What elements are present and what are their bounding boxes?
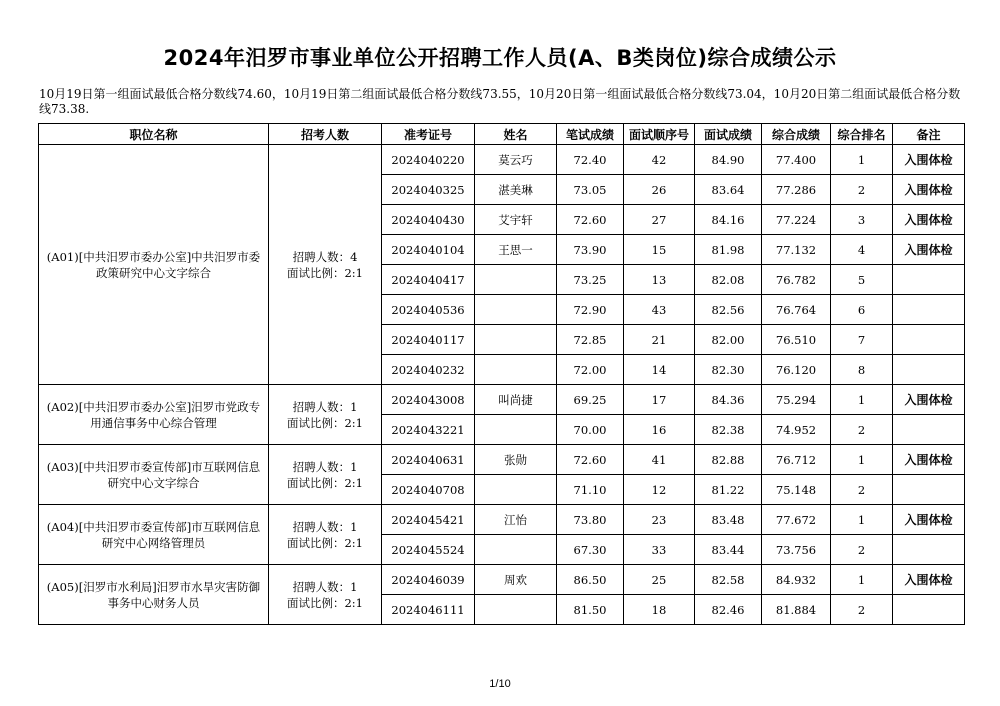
header-position: 职位名称 xyxy=(39,124,269,145)
cell-interview-order: 12 xyxy=(624,475,695,505)
cell-name: 周欢 xyxy=(475,565,557,595)
cell-remark xyxy=(893,415,965,445)
table-row xyxy=(39,565,965,595)
cell-interview-score: 81.22 xyxy=(695,475,762,505)
cell-interview-order: 42 xyxy=(624,145,695,175)
cell-exam-id: 2024040708 xyxy=(382,475,475,505)
header-total-score: 综合成绩 xyxy=(762,124,831,145)
cell-recruit-info xyxy=(269,445,382,505)
cell-written-score: 72.00 xyxy=(557,355,624,385)
cell-written-score: 73.25 xyxy=(557,265,624,295)
cell-position: (A02)[中共汨罗市委办公室]汨罗市党政专用通信事务中心综合管理 xyxy=(39,385,269,445)
cell-recruit-info xyxy=(269,145,382,385)
results-table xyxy=(38,123,965,625)
cell-total-score: 76.764 xyxy=(762,295,831,325)
cell-exam-id: 2024045524 xyxy=(382,535,475,565)
cell-exam-id: 2024040325 xyxy=(382,175,475,205)
cell-recruit-info xyxy=(269,505,382,565)
cell-interview-score: 82.58 xyxy=(695,565,762,595)
cell-interview-order: 16 xyxy=(624,415,695,445)
cell-written-score: 72.85 xyxy=(557,325,624,355)
cell-interview-order: 41 xyxy=(624,445,695,475)
cell-name xyxy=(475,355,557,385)
cell-exam-id: 2024046039 xyxy=(382,565,475,595)
cell-written-score: 72.40 xyxy=(557,145,624,175)
table-header-row xyxy=(39,124,965,145)
cell-rank: 1 xyxy=(831,385,893,415)
cell-total-score: 76.120 xyxy=(762,355,831,385)
interview-ratio: 面试比例：2:1 xyxy=(286,595,363,610)
cell-total-score: 77.286 xyxy=(762,175,831,205)
cell-remark xyxy=(893,595,965,625)
cell-interview-score: 83.44 xyxy=(695,535,762,565)
recruit-count: 招聘人数：4 xyxy=(292,249,358,264)
cell-exam-id: 2024043221 xyxy=(382,415,475,445)
cell-written-score: 86.50 xyxy=(557,565,624,595)
cell-interview-order: 17 xyxy=(624,385,695,415)
cell-name: 王思一 xyxy=(475,235,557,265)
cell-written-score: 73.05 xyxy=(557,175,624,205)
header-interview-order: 面试顺序号 xyxy=(624,124,695,145)
cell-exam-id: 2024043008 xyxy=(382,385,475,415)
cell-interview-order: 18 xyxy=(624,595,695,625)
cell-exam-id: 2024040430 xyxy=(382,205,475,235)
cell-remark: 入围体检 xyxy=(893,385,965,415)
cell-rank: 7 xyxy=(831,325,893,355)
cell-total-score: 76.782 xyxy=(762,265,831,295)
cell-remark xyxy=(893,475,965,505)
cell-rank: 1 xyxy=(831,565,893,595)
cell-remark: 入围体检 xyxy=(893,235,965,265)
cell-rank: 2 xyxy=(831,475,893,505)
cell-name: 张勋 xyxy=(475,445,557,475)
cell-total-score: 75.294 xyxy=(762,385,831,415)
cell-exam-id: 2024040220 xyxy=(382,145,475,175)
cell-interview-order: 15 xyxy=(624,235,695,265)
recruit-count: 招聘人数：1 xyxy=(292,519,358,534)
cell-interview-order: 14 xyxy=(624,355,695,385)
cell-name xyxy=(475,595,557,625)
cell-rank: 2 xyxy=(831,175,893,205)
cell-remark: 入围体检 xyxy=(893,205,965,235)
cell-total-score: 77.672 xyxy=(762,505,831,535)
header-exam-id: 准考证号 xyxy=(382,124,475,145)
cell-rank: 5 xyxy=(831,265,893,295)
cell-remark: 入围体检 xyxy=(893,505,965,535)
cell-total-score: 81.884 xyxy=(762,595,831,625)
cell-total-score: 75.148 xyxy=(762,475,831,505)
cell-rank: 2 xyxy=(831,535,893,565)
cell-interview-score: 82.88 xyxy=(695,445,762,475)
cell-interview-score: 82.38 xyxy=(695,415,762,445)
cell-rank: 3 xyxy=(831,205,893,235)
cell-rank: 2 xyxy=(831,595,893,625)
cell-written-score: 73.80 xyxy=(557,505,624,535)
cell-remark: 入围体检 xyxy=(893,175,965,205)
cell-remark xyxy=(893,265,965,295)
cell-rank: 8 xyxy=(831,355,893,385)
cell-position: (A03)[中共汨罗市委宣传部]市互联网信息研究中心文字综合 xyxy=(39,445,269,505)
interview-ratio: 面试比例：2:1 xyxy=(286,535,363,550)
cell-rank: 2 xyxy=(831,415,893,445)
cell-name xyxy=(475,325,557,355)
cell-name xyxy=(475,295,557,325)
cell-interview-score: 82.00 xyxy=(695,325,762,355)
cell-interview-score: 83.64 xyxy=(695,175,762,205)
table-row xyxy=(39,385,965,415)
cell-interview-score: 82.30 xyxy=(695,355,762,385)
table-body xyxy=(39,145,965,625)
cell-interview-score: 81.98 xyxy=(695,235,762,265)
cell-total-score: 77.400 xyxy=(762,145,831,175)
recruit-count: 招聘人数：1 xyxy=(292,399,358,414)
cell-interview-order: 21 xyxy=(624,325,695,355)
cell-interview-score: 84.16 xyxy=(695,205,762,235)
cell-exam-id: 2024040536 xyxy=(382,295,475,325)
cell-interview-order: 23 xyxy=(624,505,695,535)
cell-recruit-info xyxy=(269,565,382,625)
cell-total-score: 74.952 xyxy=(762,415,831,445)
cell-rank: 1 xyxy=(831,445,893,475)
cell-written-score: 72.90 xyxy=(557,295,624,325)
cell-exam-id: 2024040232 xyxy=(382,355,475,385)
header-name: 姓名 xyxy=(475,124,557,145)
cell-remark: 入围体检 xyxy=(893,445,965,475)
cell-remark: 入围体检 xyxy=(893,145,965,175)
table-row xyxy=(39,505,965,535)
cell-name: 莫云巧 xyxy=(475,145,557,175)
cell-rank: 4 xyxy=(831,235,893,265)
cell-exam-id: 2024040104 xyxy=(382,235,475,265)
cell-written-score: 72.60 xyxy=(557,205,624,235)
cell-rank: 1 xyxy=(831,145,893,175)
cell-interview-score: 82.08 xyxy=(695,265,762,295)
cell-name xyxy=(475,475,557,505)
cell-interview-score: 84.36 xyxy=(695,385,762,415)
header-recruit: 招考人数 xyxy=(269,124,382,145)
interview-ratio: 面试比例：2:1 xyxy=(286,475,363,490)
cell-name xyxy=(475,415,557,445)
cell-written-score: 70.00 xyxy=(557,415,624,445)
cell-written-score: 71.10 xyxy=(557,475,624,505)
cell-interview-order: 13 xyxy=(624,265,695,295)
cell-exam-id: 2024040631 xyxy=(382,445,475,475)
cell-name: 湛美琳 xyxy=(475,175,557,205)
cell-interview-order: 43 xyxy=(624,295,695,325)
table-row xyxy=(39,445,965,475)
cell-name: 艾宇轩 xyxy=(475,205,557,235)
interview-ratio: 面试比例：2:1 xyxy=(286,265,363,280)
cell-remark: 入围体检 xyxy=(893,565,965,595)
cell-interview-order: 26 xyxy=(624,175,695,205)
cell-interview-score: 83.48 xyxy=(695,505,762,535)
cell-position: (A01)[中共汨罗市委办公室]中共汨罗市委政策研究中心文字综合 xyxy=(39,145,269,385)
cell-remark xyxy=(893,295,965,325)
cell-exam-id: 2024045421 xyxy=(382,505,475,535)
cell-recruit-info xyxy=(269,385,382,445)
header-interview-score: 面试成绩 xyxy=(695,124,762,145)
cell-name: 叫尚捷 xyxy=(475,385,557,415)
cell-written-score: 81.50 xyxy=(557,595,624,625)
table-row xyxy=(39,145,965,175)
page-title: 2024年汨罗市事业单位公开招聘工作人员(A、B类岗位)综合成绩公示 xyxy=(163,46,837,70)
recruit-count: 招聘人数：1 xyxy=(292,459,358,474)
cell-interview-score: 84.90 xyxy=(695,145,762,175)
cell-total-score: 77.224 xyxy=(762,205,831,235)
cell-position: (A04)[中共汨罗市委宣传部]市互联网信息研究中心网络管理员 xyxy=(39,505,269,565)
cell-total-score: 84.932 xyxy=(762,565,831,595)
cell-rank: 6 xyxy=(831,295,893,325)
cell-interview-score: 82.46 xyxy=(695,595,762,625)
cell-total-score: 76.510 xyxy=(762,325,831,355)
interview-ratio: 面试比例：2:1 xyxy=(286,415,363,430)
cell-written-score: 73.90 xyxy=(557,235,624,265)
cell-rank: 1 xyxy=(831,505,893,535)
cell-name: 江怡 xyxy=(475,505,557,535)
cell-total-score: 73.756 xyxy=(762,535,831,565)
cell-exam-id: 2024046111 xyxy=(382,595,475,625)
cell-written-score: 72.60 xyxy=(557,445,624,475)
header-remark: 备注 xyxy=(893,124,965,145)
cell-name xyxy=(475,265,557,295)
cell-exam-id: 2024040117 xyxy=(382,325,475,355)
cell-position: (A05)[汨罗市水利局]汨罗市水旱灾害防御事务中心财务人员 xyxy=(39,565,269,625)
cell-total-score: 77.132 xyxy=(762,235,831,265)
cell-name xyxy=(475,535,557,565)
cell-remark xyxy=(893,535,965,565)
recruit-count: 招聘人数：1 xyxy=(292,579,358,594)
cell-interview-order: 33 xyxy=(624,535,695,565)
page-indicator: 1/10 xyxy=(489,678,511,690)
cell-interview-order: 27 xyxy=(624,205,695,235)
cell-interview-score: 82.56 xyxy=(695,295,762,325)
cell-interview-order: 25 xyxy=(624,565,695,595)
cell-remark xyxy=(893,355,965,385)
cell-total-score: 76.712 xyxy=(762,445,831,475)
header-rank: 综合排名 xyxy=(831,124,893,145)
cell-written-score: 67.30 xyxy=(557,535,624,565)
cell-written-score: 69.25 xyxy=(557,385,624,415)
header-written-score: 笔试成绩 xyxy=(557,124,624,145)
cell-remark xyxy=(893,325,965,355)
cell-exam-id: 2024040417 xyxy=(382,265,475,295)
cutoff-note: 10月19日第一组面试最低合格分数线74.60，10月19日第二组面试最低合格分数线73.55，10月20日第一组面试最低合格分数线73.04，10月20日第二组面试最低合格分数线73.38. xyxy=(39,87,961,116)
